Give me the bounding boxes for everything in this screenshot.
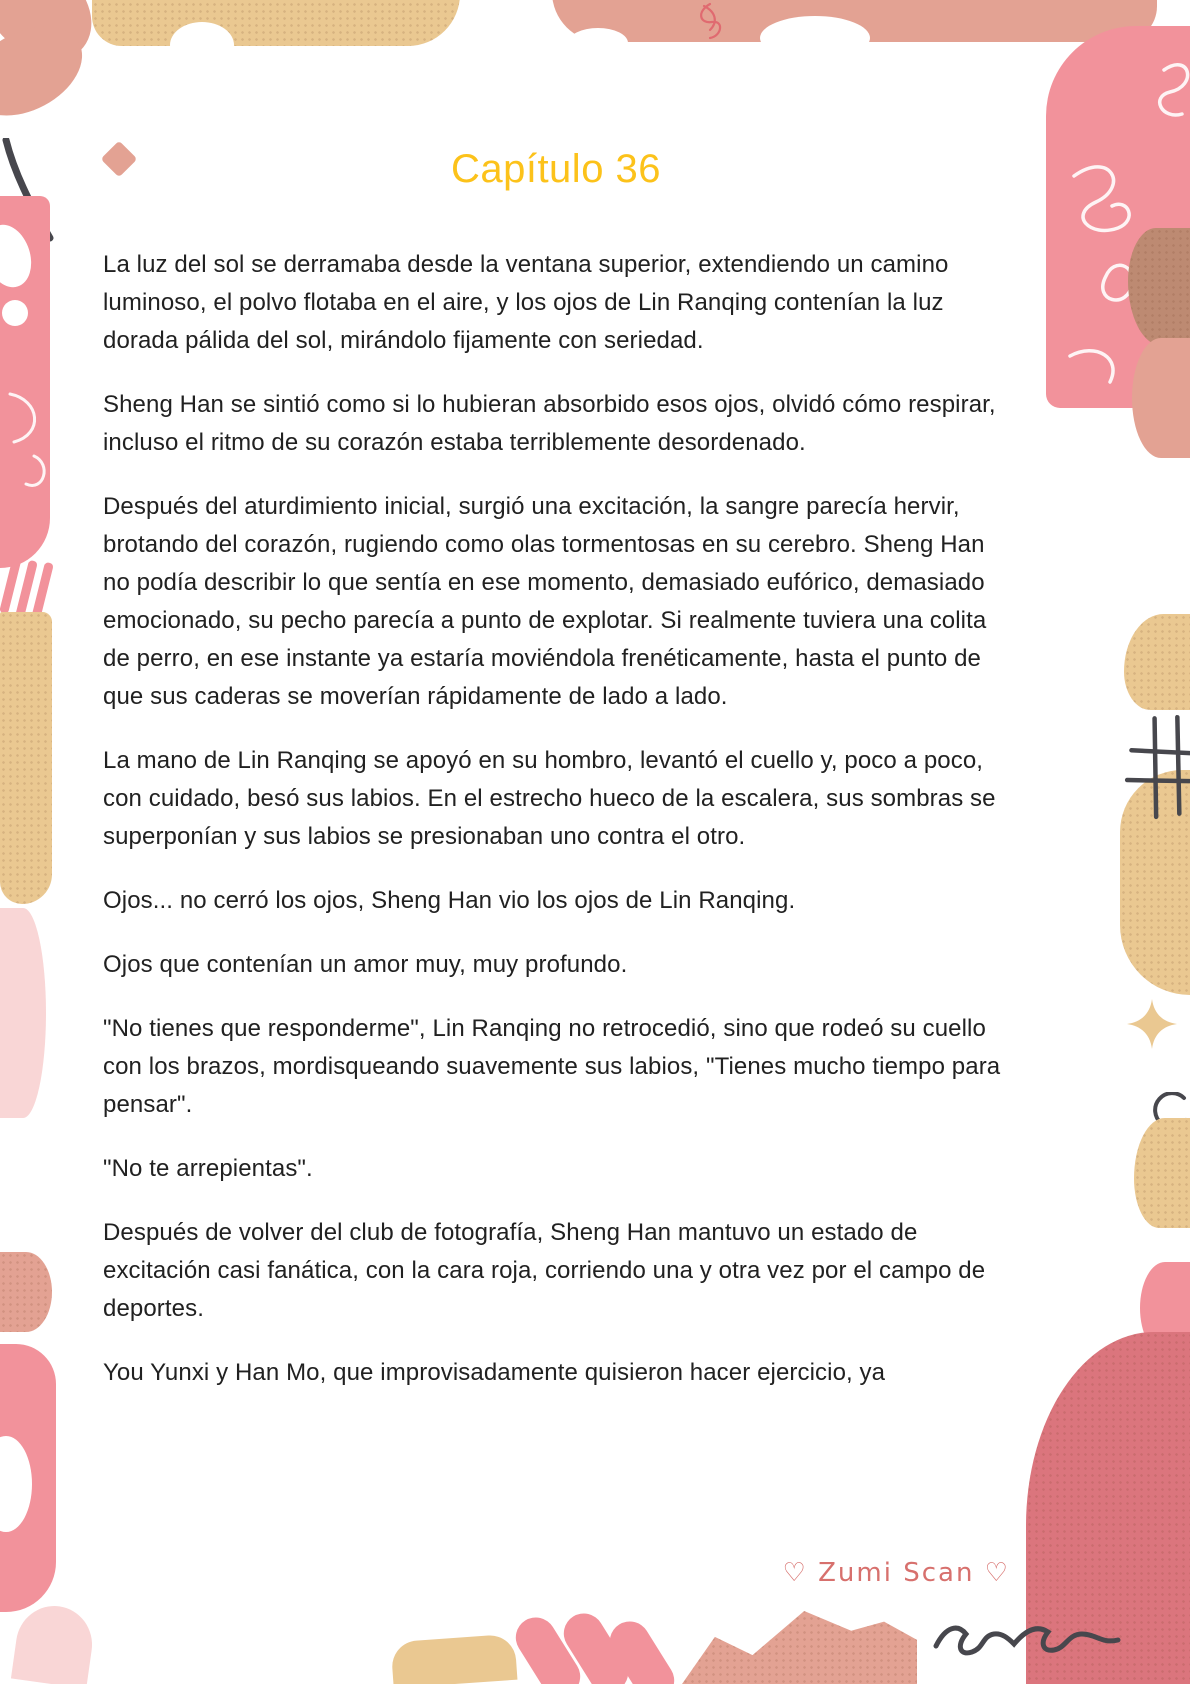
- decor-top-tan-band: [92, 0, 460, 46]
- decor-left-lightpink-curve: [0, 908, 46, 1118]
- paragraph-8: "No te arrepientas".: [103, 1155, 313, 1182]
- decor-salmon-band-wave-cut-2: [568, 28, 628, 58]
- scanlation-watermark: ♡ Zumi Scan ♡: [782, 1558, 1010, 1588]
- chapter-content: [103, 144, 1009, 1418]
- zigzag-squiggle-doodle-icon: [932, 1612, 1122, 1670]
- decor-right-tan-blob-1: [1124, 614, 1190, 710]
- sparkle-doodle-icon: [1126, 998, 1178, 1050]
- red-curl-doodle-icon: [688, 2, 730, 48]
- decor-salmon-blob-right: [1132, 338, 1190, 458]
- chapter-title: Capítulo 36: [450, 147, 662, 191]
- decor-salmon-band-wave-cut: [760, 16, 870, 60]
- paragraph-7: "No tienes que responderme", Lin Ranqing no retrocedió, sino que rodeó su cuello con los brazos, mordisqueando suavemente sus labios, "Tienes mucho tiempo para pensar".: [103, 1015, 1001, 1118]
- paragraph-6: Ojos que contenían un amor muy, muy profundo.: [103, 951, 628, 978]
- decor-left-pink-s-shape: [0, 1344, 56, 1612]
- hash-doodle-icon: [1111, 706, 1190, 833]
- decor-left-salmon-speck: [0, 1252, 52, 1332]
- decor-white-dot: [2, 300, 28, 326]
- decor-salmon-mountains: [682, 1608, 917, 1684]
- paragraph-9: Después de volver del club de fotografía, Sheng Han mantuvo un estado de excitación casi fanática, con la cara roja, corriendo una y otra vez por el campo de deportes.: [103, 1219, 986, 1322]
- decor-left-pink-panel: [0, 196, 50, 568]
- decor-white-s-cutout: [0, 1436, 32, 1532]
- decor-right-tan-blob-3: [1134, 1118, 1190, 1228]
- paragraph-1: La luz del sol se derramaba desde la ventana superior, extendiendo un camino luminoso, el polvo flotaba en el aire, y los ojos de Lin Ranqing contenían la luz dorada pálida del sol, mirándolo fijamente con seriedad.: [103, 251, 949, 354]
- paragraph-4: La mano de Lin Ranqing se apoyó en su hombro, levantó el cuello y, poco a poco, con cuidado, besó sus labios. En el estrecho hueco de la escalera, sus sombras se superponían y sus labios se presionaban uno contra el otro.: [103, 747, 996, 850]
- decor-left-tan-column: [0, 612, 52, 904]
- paragraph-3: Después del aturdimiento inicial, surgió una excitación, la sangre parecía hervir, brotando del corazón, rugiendo como olas tormentosas en su cerebro. Sheng Han no podía describir lo que sentía en ese momento, demasiado eufórico, demasiado emocionado, su pecho parecía a punto de explotar. Si realmente tuviera una colita de perro, en ese instante ya estaría moviéndola frenéticamente, hasta el punto de que sus caderas se moverían rápidamente de lado a lado.: [103, 493, 987, 710]
- paragraph-2: Sheng Han se sintió como si lo hubieran absorbido esos ojos, olvidó cómo respirar, incluso el ritmo de su corazón estaba terriblemente desordenado.: [103, 391, 996, 456]
- chapter-paragraphs: [103, 246, 1009, 1392]
- decor-bottom-left-wedge: [11, 1601, 97, 1684]
- decor-tan-log: [391, 1634, 518, 1684]
- white-loop-doodle-icon: [0, 386, 50, 526]
- decor-white-leaf: [0, 219, 39, 293]
- paragraph-5: Ojos... no cerró los ojos, Sheng Han vio los ojos de Lin Ranqing.: [103, 887, 796, 914]
- decor-top-band-dip: [170, 22, 234, 68]
- paragraph-10: You Yunxi y Han Mo, que improvisadamente quisieron hacer ejercicio, ya: [103, 1359, 886, 1386]
